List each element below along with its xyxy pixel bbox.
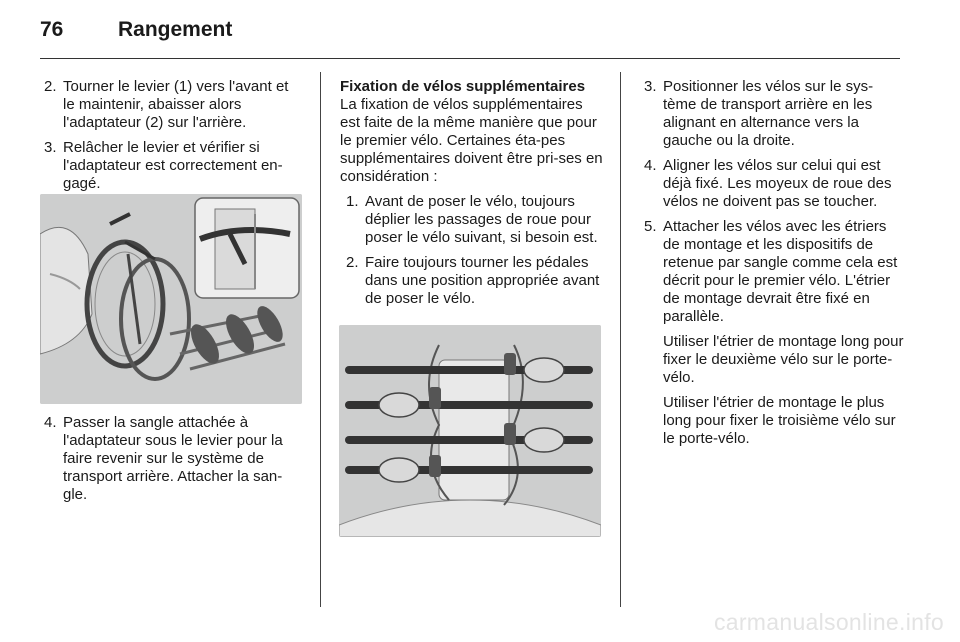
step-number: 5. <box>644 218 657 235</box>
section-heading: Fixation de vélos supplémentaires <box>340 78 586 95</box>
column-separator-2 <box>620 72 621 607</box>
step-3 <box>640 78 904 150</box>
column-1 <box>40 78 304 200</box>
step-number: 4. <box>44 414 57 431</box>
step-text: Passer la sangle attachée à l'adaptateur sous le levier pour la faire revenir sur le système de transport arrière. Attacher la san-gle. <box>63 414 283 503</box>
watermark: carmanualsonline.info <box>713 609 944 635</box>
note-paragraph: Utiliser l'étrier de montage long pour fixer le deuxième vélo sur le porte-vélo. <box>663 333 904 386</box>
step-number: 4. <box>644 157 657 174</box>
step-text: Faire toujours tourner les pédales dans une position appropriée avant de poser le vélo. <box>365 254 600 307</box>
column-2 <box>340 78 604 315</box>
step-4 <box>40 414 304 504</box>
section-intro: La fixation de vélos supplémentaires est faite de la même manière que pour le premier vélo. Certaines éta-pes supplémentaires doivent être pri-ses en considération : <box>340 96 603 185</box>
step-number: 1. <box>346 193 359 210</box>
step-text: Positionner les vélos sur le sys-tème de transport arrière en les alignant en alternance vers la gauche ou la droite. <box>663 78 874 149</box>
substep-2 <box>340 254 604 308</box>
multiple-bikes-top-view-illustration <box>339 325 601 537</box>
substep-1 <box>340 193 604 247</box>
bike-carrier-adapter-illustration <box>40 194 302 404</box>
step-text: Relâcher le levier et vérifier si l'adaptateur est correctement en-gagé. <box>63 139 283 192</box>
step-3 <box>40 139 304 193</box>
step-number: 3. <box>44 139 57 156</box>
page-number: 76 <box>40 18 64 41</box>
step-number: 3. <box>644 78 657 95</box>
step-number: 2. <box>44 78 57 95</box>
header-rule <box>40 58 900 59</box>
step-4 <box>640 157 904 211</box>
note-paragraph: Utiliser l'étrier de montage le plus long pour fixer le troisième vélo sur le porte-vélo. <box>663 394 896 447</box>
column-1-continued <box>40 414 304 511</box>
step-text: Avant de poser le vélo, toujours déplier les passages de roue pour poser le vélo suivant, si besoin est. <box>365 193 598 246</box>
page-title: Rangement <box>118 18 233 41</box>
step-number: 2. <box>346 254 359 271</box>
step-text: Attacher les vélos avec les étriers de montage et les dispositifs de retenue par sangle comme cela est décrit pour le premier vélo. L'étrier de montage devrait être fixé en parallèle. <box>663 218 898 325</box>
column-separator-1 <box>320 72 321 607</box>
step-2 <box>40 78 304 132</box>
step-text: Tourner le levier (1) vers l'avant et le maintenir, abaisser alors l'adaptateur (2) sur l'arrière. <box>63 78 289 131</box>
step-5 <box>640 218 904 326</box>
step-text: Aligner les vélos sur celui qui est déjà fixé. Les moyeux de roue des vélos ne doivent pas se toucher. <box>663 157 892 210</box>
column-3 <box>640 78 904 455</box>
